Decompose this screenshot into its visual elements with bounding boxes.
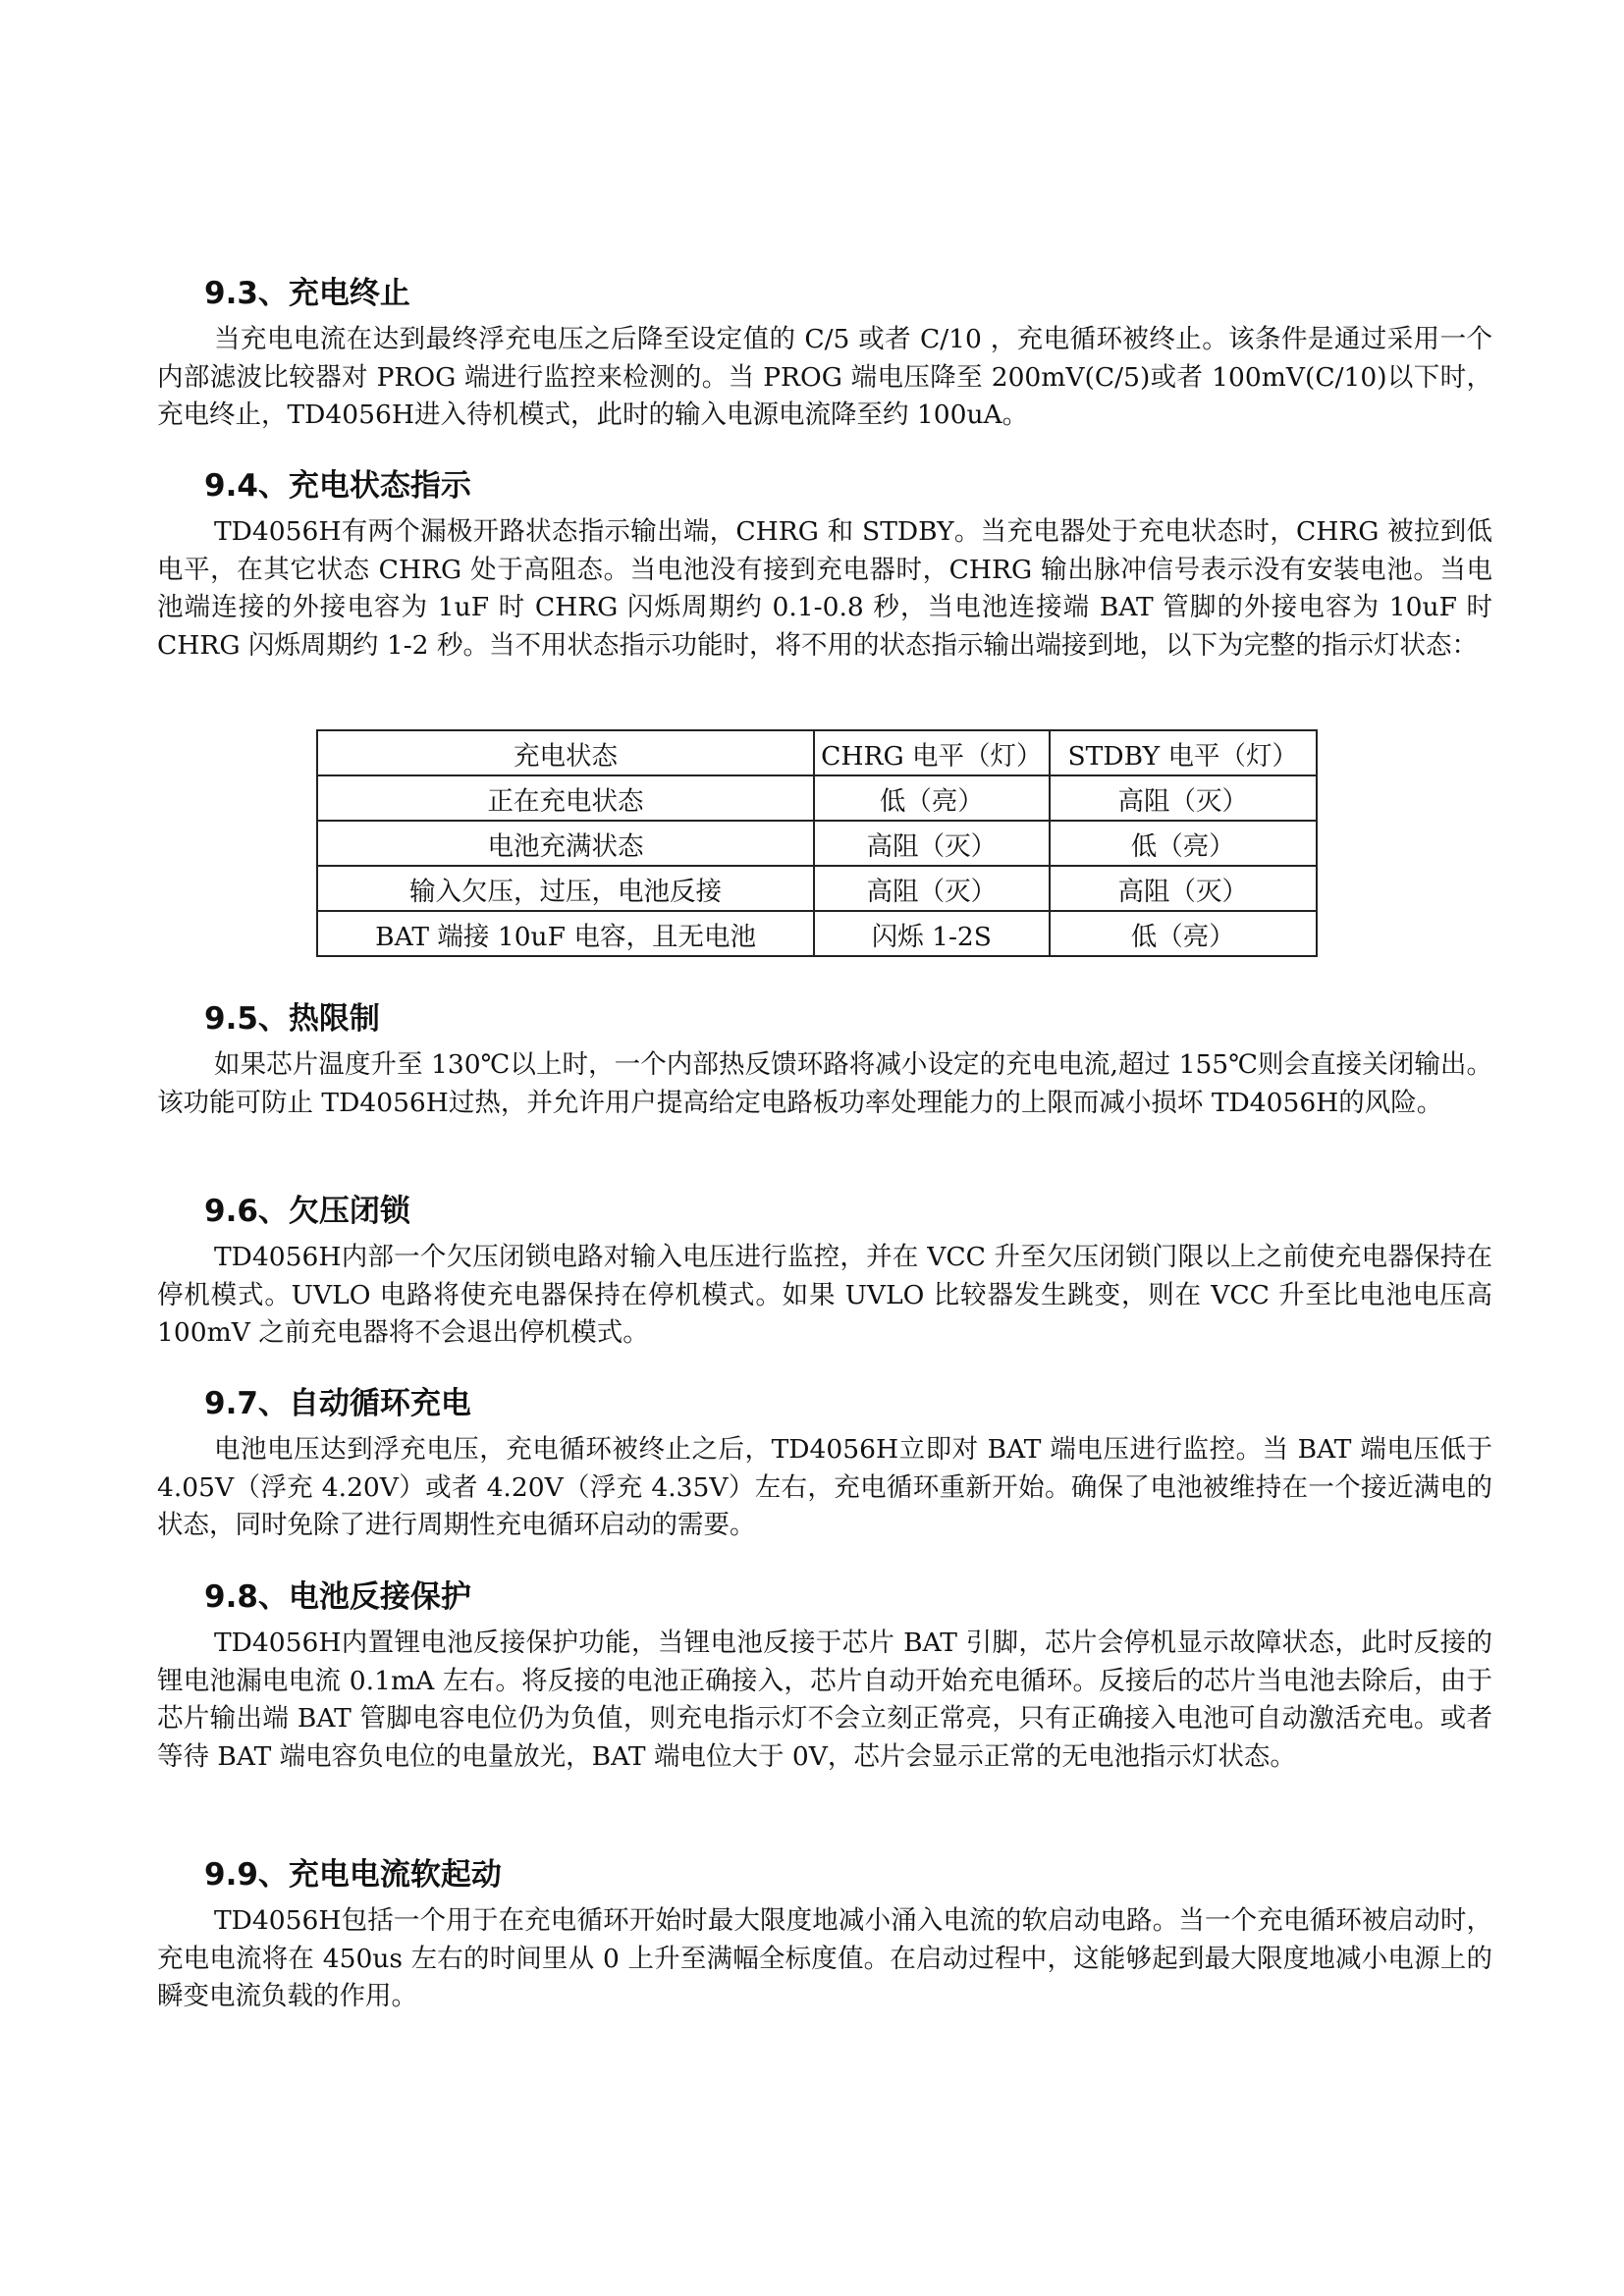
section-body: TD4056H内部一个欠压闭锁电路对输入电压进行监控，并在 VCC 升至欠压闭锁门限以上之前使充电器保持在停机模式。UVLO 电路将使充电器保持在停机模式。如果 UVLO 比较器发生跳变，则在 VCC 升至比电池电压高 100mV 之前充电器将不会退出停机模式。 (157, 1242, 1492, 1348)
table-cell: 输入欠压，过压，电池反接 (317, 866, 814, 911)
table-cell: BAT 端接 10uF 电容，且无电池 (317, 911, 814, 956)
section-body: 如果芯片温度升至 130℃以上时，一个内部热反馈环路将减小设定的充电电流,超过 155℃则会直接关闭输出。该功能可防止 TD4056H过热，并允许用户提高给定电路板功率处理能力的上限而减小损坏 TD4056H的风险。 (157, 1049, 1492, 1118)
table-cell: 高阻（灭） (814, 866, 1049, 911)
section-heading: 9.7、自动循环充电 (204, 1386, 471, 1421)
table-cell: 正在充电状态 (317, 775, 814, 821)
section-thermal-limit (157, 999, 1492, 1122)
table-cell: 低（亮） (1050, 821, 1317, 866)
section-body: TD4056H内置锂电池反接保护功能，当锂电池反接于芯片 BAT 引脚，芯片会停机显示故障状态，此时反接的锂电池漏电电流 0.1mA 左右。将反接的电池正确接入，芯片自动开始充电循环。反接后的芯片当电池去除后，由于芯片输出端 BAT 管脚电容电位仍为负值，则充电指示灯不会立刻正常亮，只有正确接入电池可自动激活充电。或者等待 BAT 端电容负电位的电量放光，BAT 端电位大于 0V，芯片会显示正常的无电池指示灯状态。 (157, 1628, 1492, 1772)
table-cell: 高阻（灭） (1050, 775, 1317, 821)
table-header-row (317, 730, 1317, 775)
table-cell: 低（亮） (814, 775, 1049, 821)
section-body: TD4056H包括一个用于在充电循环开始时最大限度地减小涌入电流的软启动电路。当一个充电循环被启动时，充电电流将在 450us 左右的时间里从 0 上升至满幅全标度值。在启动过程中，这能够起到最大限度地减小电源上的瞬变电流负载的作用。 (157, 1905, 1492, 2011)
table-cell: 电池充满状态 (317, 821, 814, 866)
table-cell: 高阻（灭） (814, 821, 1049, 866)
header-cell: STDBY 电平（灯） (1050, 730, 1317, 775)
header-cell: 充电状态 (317, 730, 814, 775)
section-auto-recharge (157, 1384, 1492, 1545)
table-cell: 高阻（灭） (1050, 866, 1317, 911)
table-row (317, 911, 1317, 956)
table-cell: 闪烁 1-2S (814, 911, 1049, 956)
section-heading: 9.6、欠压闭锁 (204, 1194, 410, 1229)
section-heading: 9.8、电池反接保护 (204, 1579, 471, 1615)
section-body: 当充电电流在达到最终浮充电压之后降至设定值的 C/5 或者 C/10 ，充电循环被终止。该条件是通过采用一个内部滤波比较器对 PROG 端进行监控来检测的。当 PROG 端电压降至 200mV(C/5)或者 100mV(C/10)以下时，充电终止，TD4056H进入待机模式，此时的输入电源电流降至约 100uA。 (157, 324, 1492, 430)
indicator-status-table (316, 729, 1318, 957)
section-reverse-battery-protection (157, 1577, 1492, 1776)
section-heading: 9.9、充电电流软起动 (204, 1857, 502, 1893)
table-row (317, 821, 1317, 866)
section-undervoltage-lockout (157, 1192, 1492, 1353)
section-body: 电池电压达到浮充电压，充电循环被终止之后，TD4056H立即对 BAT 端电压进行监控。当 BAT 端电压低于 4.05V（浮充 4.20V）或者 4.20V（浮充 4.35V）左右，充电循环重新开始。确保了电池被维持在一个接近满电的状态，同时免除了进行周期性充电循环启动的需要。 (157, 1434, 1492, 1540)
section-charge-termination (157, 274, 1492, 435)
section-heading: 9.5、热限制 (204, 1001, 380, 1037)
section-charge-status-indicator (157, 466, 1492, 665)
section-body: TD4056H有两个漏极开路状态指示输出端，CHRG 和 STDBY。当充电器处于充电状态时，CHRG 被拉到低电平，在其它状态 CHRG 处于高阻态。当电池没有接到充电器时，CHRG 输出脉冲信号表示没有安装电池。当电池端连接的外接电容为 1uF 时 CHRG 闪烁周期约 0.1-0.8 秒，当电池连接端 BAT 管脚的外接电容为 10uF 时 CHRG 闪烁周期约 1-2 秒。当不用状态指示功能时，将不用的状态指示输出端接到地，以下为完整的指示灯状态： (157, 516, 1492, 661)
header-cell: CHRG 电平（灯） (814, 730, 1049, 775)
section-heading: 9.3、充电终止 (204, 276, 410, 311)
section-soft-start (157, 1855, 1492, 2016)
table-cell: 低（亮） (1050, 911, 1317, 956)
table-row (317, 775, 1317, 821)
section-heading: 9.4、充电状态指示 (204, 468, 471, 504)
table-row (317, 866, 1317, 911)
